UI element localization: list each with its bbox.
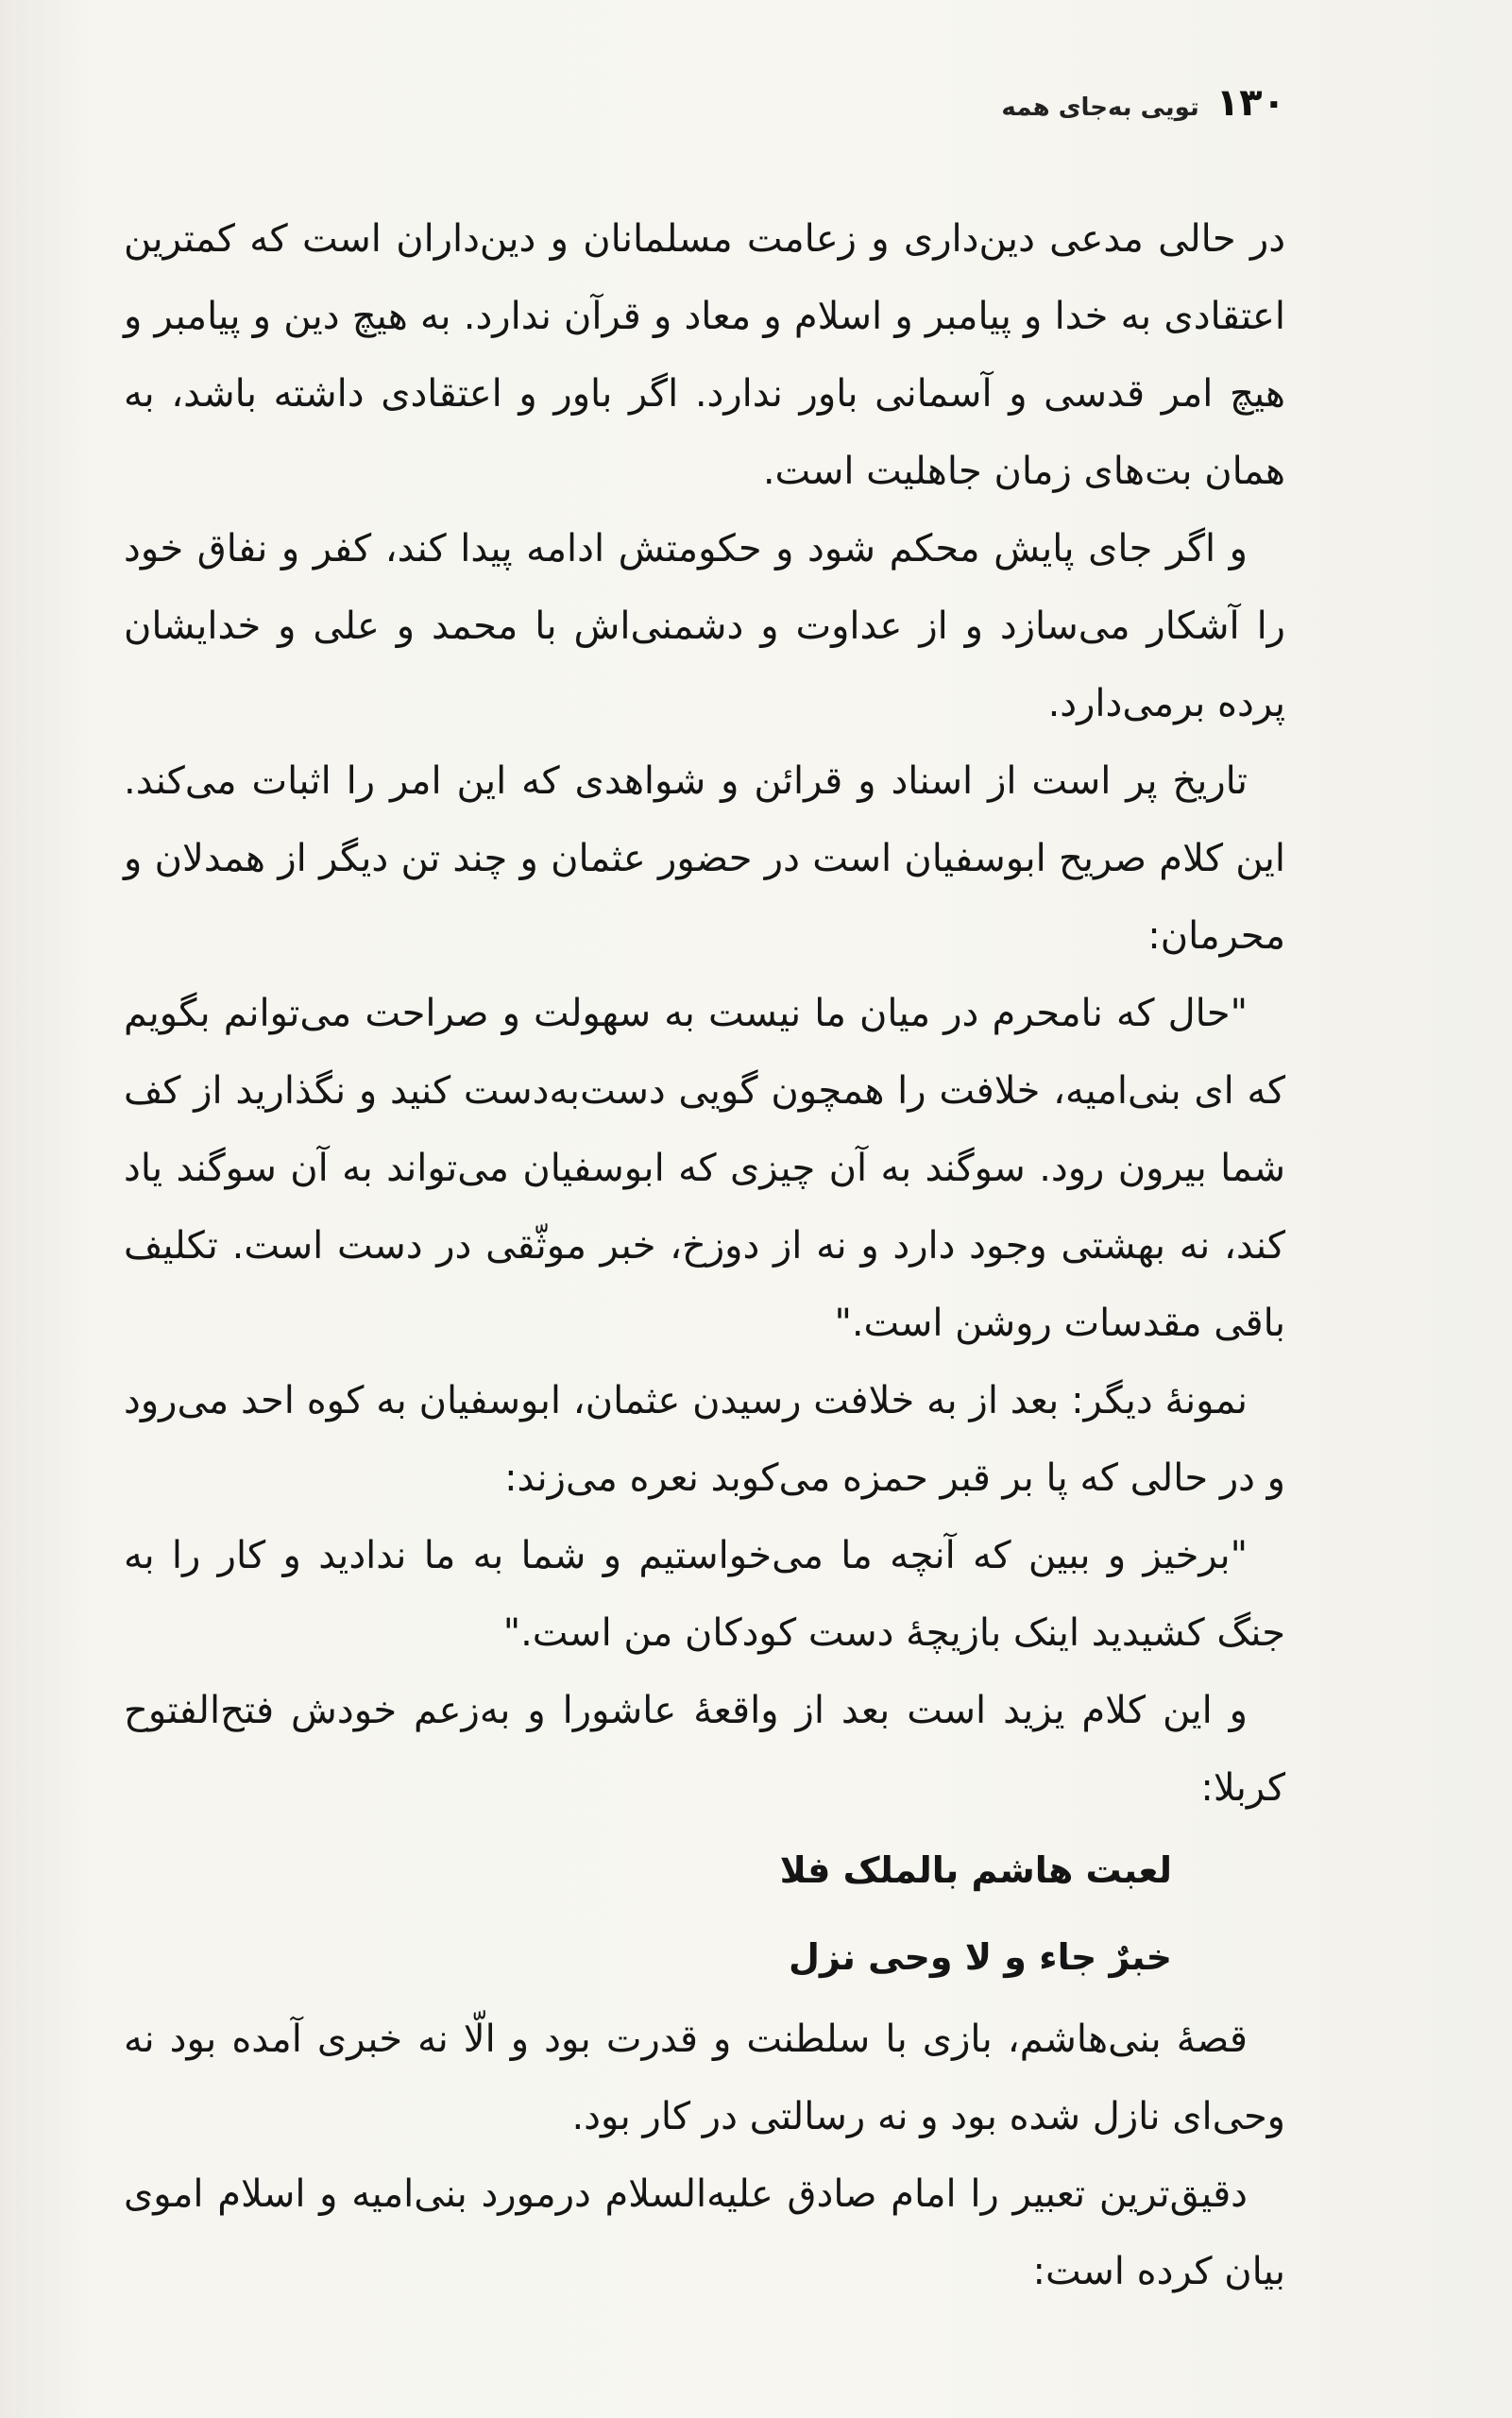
quote-abusufyan-1: "حال که نامحرم در میان ما نیست به سهولت و صراحت می‌توانم بگویم که ای بنی‌امیه، خلافت را همچون گویی دست‌به‌دست کنید و نگذارید از کف شما بیرون رود. سوگند به آن چیزی که ابوسفیان می‌تواند به آن سوگند یاد کند، نه بهشتی وجود دارد و نه از دوزخ، خبر موثّقی در دست است. تکلیف باقی مقدسات روشن است." bbox=[124, 992, 1285, 1345]
body-text bbox=[124, 200, 1285, 2310]
verse-line-2: خبرٌ جاء و لا وحی نزل bbox=[788, 1936, 1172, 1978]
paragraph-7: دقیق‌ترین تعبیر را امام صادق علیه‌السلام درمورد بنی‌امیه و اسلام اموی بیان کرده است: bbox=[124, 2172, 1285, 2293]
quote-abusufyan-2: "برخیز و ببین که آنچه ما می‌خواستیم و شما به ما ندادید و کار را به جنگ کشیدید اینک بازیچهٔ دست کودکان من است." bbox=[124, 1534, 1285, 1655]
paragraph-6: قصهٔ بنی‌هاشم، بازی با سلطنت و قدرت بود و الّا نه خبری آمده بود نه وحی‌ای نازل شده بود و نه رسالتی در کار بود. bbox=[124, 2018, 1285, 2138]
paragraph-1: در حالی مدعی دین‌داری و زعامت مسلمانان و دین‌داران است که کمترین اعتقادی به خدا و پیامبر و اسلام و معاد و قرآن ندارد. به هیچ دین و پیامبر و هیچ امر قدسی و آسمانی باور ندارد. اگر باور و اعتقادی داشته باشد، به همان بت‌های زمان جاهلیت است. bbox=[124, 217, 1285, 493]
page-header bbox=[1001, 81, 1285, 125]
paragraph-3: تاریخ پر است از اسناد و قرائن و شواهدی که این امر را اثبات می‌کند. این کلام صریح ابوسفیان است در حضور عثمان و چند تن دیگر از همدلان و محرمان: bbox=[124, 759, 1285, 958]
page-number: ۱۳۰ bbox=[1215, 81, 1285, 125]
paragraph-5: و این کلام یزید است بعد از واقعهٔ عاشورا و به‌زعم خودش فتح‌الفتوح کربلا: bbox=[124, 1689, 1285, 1810]
verse-line-1: لعبت هاشم بالملک فلا bbox=[779, 1849, 1172, 1891]
paragraph-2: و اگر جای پایش محکم شود و حکومتش ادامه پیدا کند، کفر و نفاق خود را آشکار می‌سازد و از عداوت و دشمنی‌اش با محمد و علی و خدایشان پرده برمی‌دارد. bbox=[124, 527, 1285, 725]
paragraph-4: نمونهٔ دیگر: بعد از به خلافت رسیدن عثمان، ابوسفیان به کوه احد می‌رود و در حالی که پا بر قبر حمزه می‌کوبد نعره می‌زند: bbox=[124, 1379, 1285, 1500]
running-title: تویی به‌جای همه bbox=[1001, 94, 1199, 122]
